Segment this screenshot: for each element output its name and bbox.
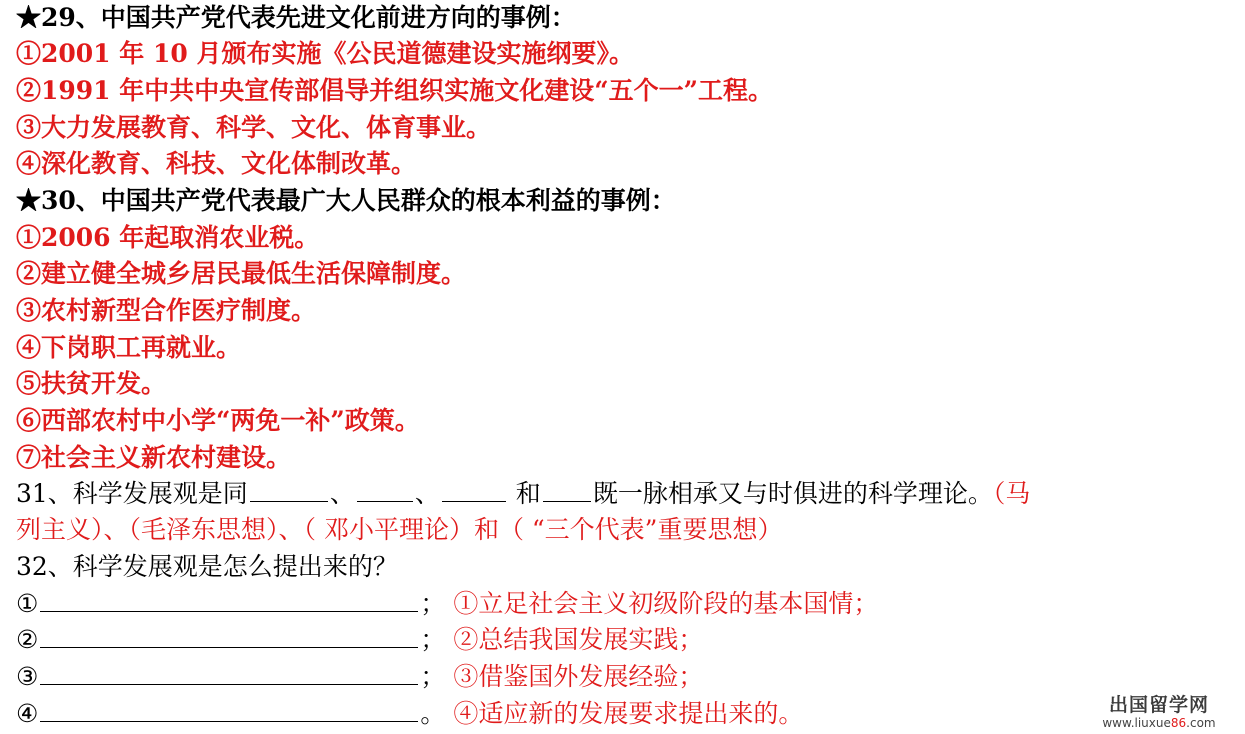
q31-sep-2: 、 <box>414 479 440 508</box>
watermark-url-highlight: 86 <box>1170 716 1187 730</box>
q31-sep-1: 、 <box>329 479 355 508</box>
q30-item-6: ⑥西部农村中小学“两免一补”政策。 <box>16 406 420 435</box>
watermark-url-suffix: .com <box>1186 716 1216 730</box>
q31-blank-2 <box>357 479 413 502</box>
q31-sep-3: 和 <box>515 479 541 508</box>
q32-title: 32、科学发展观是怎么提出来的？ <box>16 552 398 581</box>
watermark-url <box>1099 716 1219 730</box>
q32-row-4-blank <box>40 699 418 722</box>
q32-row-3 <box>16 659 703 695</box>
q31-blank-4 <box>543 479 591 502</box>
q29-item-3: ③大力发展教育、科学、文化、体育事业。 <box>16 113 492 142</box>
q32-row-4-answer: ④适应新的发展要求提出来的。 <box>453 699 804 728</box>
q31-question <box>16 476 1030 512</box>
q32-row-2-punct: ； <box>420 625 446 654</box>
q31-suffix: 既一脉相承又与时俱进的科学理论。 <box>592 479 993 508</box>
q32-row-2-answer: ②总结我国发展实践； <box>453 625 704 654</box>
q29-item-2: ②1991 年中共中央宣传部倡导并组织实施文化建设“五个一”工程。 <box>16 76 774 105</box>
q32-row-3-punct: ； <box>420 662 446 691</box>
q31-prefix: 31、科学发展观是同 <box>16 479 248 508</box>
q30-item-2: ②建立健全城乡居民最低生活保障制度。 <box>16 259 467 288</box>
q31-answer-start: （马 <box>992 479 1031 508</box>
q30-item-4: ④下岗职工再就业。 <box>16 333 242 362</box>
q32-row-3-blank <box>40 662 418 685</box>
q31-blank-3 <box>442 479 506 502</box>
q32-row-4-punct: 。 <box>420 699 446 728</box>
q31-answer: 列主义）、（毛泽东思想）、（ 邓小平理论）和（ “三个代表”重要思想） <box>16 515 783 544</box>
q32-row-4-num: ④ <box>16 699 39 728</box>
q32-row-2 <box>16 622 703 658</box>
q32-row-4 <box>16 696 803 732</box>
watermark-url-prefix: www.liuxue <box>1102 716 1171 730</box>
q29-title: ★29、中国共产党代表先进文化前进方向的事例： <box>16 3 576 32</box>
q29-item-4: ④深化教育、科技、文化体制改革。 <box>16 149 417 178</box>
q30-item-1: ①2006 年起取消农业税。 <box>16 223 320 252</box>
q32-row-1-answer: ①立足社会主义初级阶段的基本国情； <box>453 589 879 618</box>
q32-row-1-num: ① <box>16 589 39 618</box>
q30-title: ★30、中国共产党代表最广大人民群众的根本利益的事例： <box>16 186 676 215</box>
q30-item-5: ⑤扶贫开发。 <box>16 369 167 398</box>
q32-row-2-num: ② <box>16 625 39 654</box>
q30-item-3: ③农村新型合作医疗制度。 <box>16 296 317 325</box>
watermark-name: 出国留学网 <box>1108 694 1209 716</box>
q32-row-2-blank <box>40 625 418 648</box>
watermark-logo <box>1099 694 1219 730</box>
q32-row-1 <box>16 586 878 622</box>
q30-item-7: ⑦社会主义新农村建设。 <box>16 443 292 472</box>
q29-item-1: ①2001 年 10 月颁布实施《公民道德建设实施纲要》。 <box>16 39 634 68</box>
q32-row-1-blank <box>40 589 418 612</box>
q32-row-3-answer: ③借鉴国外发展经验； <box>453 662 704 691</box>
q32-row-1-punct: ； <box>420 589 446 618</box>
q31-blank-1 <box>250 479 328 502</box>
q32-row-3-num: ③ <box>16 662 39 691</box>
